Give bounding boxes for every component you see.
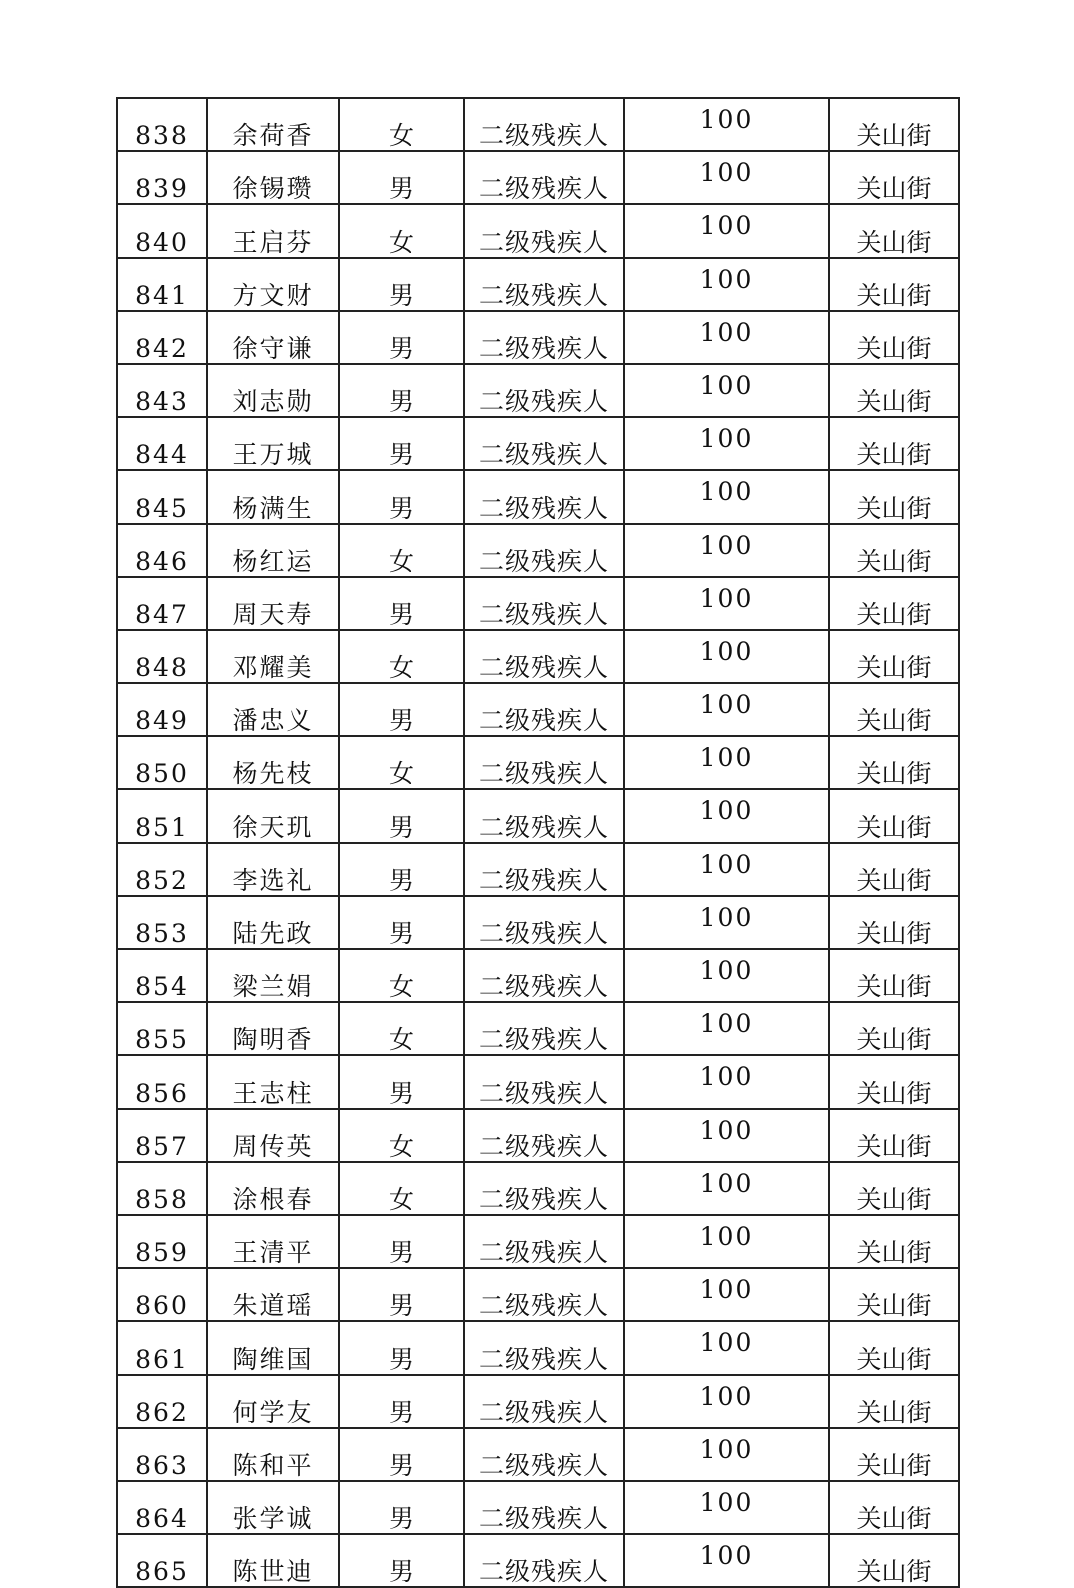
amount-cell: 100 — [624, 789, 829, 842]
gender-cell: 女 — [339, 98, 464, 151]
category-cell: 二级残疾人 — [464, 524, 624, 577]
table-row — [117, 1375, 959, 1428]
amount-cell: 100 — [624, 630, 829, 683]
table-row — [117, 1268, 959, 1321]
name-cell: 梁兰娟 — [207, 949, 339, 1002]
gender-cell: 女 — [339, 1162, 464, 1215]
table-row — [117, 417, 959, 470]
serial-number-cell: 846 — [117, 524, 207, 577]
amount-cell: 100 — [624, 577, 829, 630]
name-cell: 徐天玑 — [207, 789, 339, 842]
table-row — [117, 896, 959, 949]
amount-cell: 100 — [624, 1162, 829, 1215]
street-cell: 关山街 — [829, 417, 959, 470]
street-cell: 关山街 — [829, 577, 959, 630]
gender-cell: 女 — [339, 1002, 464, 1055]
name-cell: 王启芬 — [207, 204, 339, 257]
name-cell: 陈和平 — [207, 1428, 339, 1481]
serial-number-cell: 855 — [117, 1002, 207, 1055]
category-cell: 二级残疾人 — [464, 1321, 624, 1374]
serial-number-cell: 847 — [117, 577, 207, 630]
serial-number-cell: 859 — [117, 1215, 207, 1268]
name-cell: 何学友 — [207, 1375, 339, 1428]
category-cell: 二级残疾人 — [464, 1162, 624, 1215]
name-cell: 周天寿 — [207, 577, 339, 630]
amount-cell: 100 — [624, 949, 829, 1002]
amount-cell: 100 — [624, 470, 829, 523]
amount-cell: 100 — [624, 843, 829, 896]
gender-cell: 男 — [339, 1215, 464, 1268]
category-cell: 二级残疾人 — [464, 204, 624, 257]
category-cell: 二级残疾人 — [464, 258, 624, 311]
street-cell: 关山街 — [829, 524, 959, 577]
amount-cell: 100 — [624, 1055, 829, 1108]
table-row — [117, 1321, 959, 1374]
amount-cell: 100 — [624, 1002, 829, 1055]
gender-cell: 男 — [339, 1534, 464, 1587]
amount-cell: 100 — [624, 1481, 829, 1534]
category-cell: 二级残疾人 — [464, 1375, 624, 1428]
serial-number-cell: 850 — [117, 736, 207, 789]
gender-cell: 男 — [339, 1321, 464, 1374]
name-cell: 陈世迪 — [207, 1534, 339, 1587]
street-cell: 关山街 — [829, 470, 959, 523]
gender-cell: 女 — [339, 1109, 464, 1162]
amount-cell: 100 — [624, 1109, 829, 1162]
street-cell: 关山街 — [829, 1534, 959, 1587]
street-cell: 关山街 — [829, 151, 959, 204]
gender-cell: 男 — [339, 789, 464, 842]
serial-number-cell: 838 — [117, 98, 207, 151]
amount-cell: 100 — [624, 204, 829, 257]
table-row — [117, 736, 959, 789]
roster-body — [117, 98, 959, 1587]
category-cell: 二级残疾人 — [464, 896, 624, 949]
table-row — [117, 843, 959, 896]
table-row — [117, 1534, 959, 1587]
category-cell: 二级残疾人 — [464, 949, 624, 1002]
street-cell: 关山街 — [829, 1215, 959, 1268]
street-cell: 关山街 — [829, 311, 959, 364]
category-cell: 二级残疾人 — [464, 1109, 624, 1162]
street-cell: 关山街 — [829, 1375, 959, 1428]
name-cell: 李选礼 — [207, 843, 339, 896]
street-cell: 关山街 — [829, 1055, 959, 1108]
table-row — [117, 949, 959, 1002]
street-cell: 关山街 — [829, 204, 959, 257]
gender-cell: 男 — [339, 896, 464, 949]
amount-cell: 100 — [624, 1215, 829, 1268]
gender-cell: 女 — [339, 630, 464, 683]
gender-cell: 男 — [339, 577, 464, 630]
table-row — [117, 98, 959, 151]
table-row — [117, 311, 959, 364]
category-cell: 二级残疾人 — [464, 1534, 624, 1587]
gender-cell: 男 — [339, 1055, 464, 1108]
serial-number-cell: 839 — [117, 151, 207, 204]
category-cell: 二级残疾人 — [464, 311, 624, 364]
street-cell: 关山街 — [829, 683, 959, 736]
gender-cell: 男 — [339, 311, 464, 364]
serial-number-cell: 862 — [117, 1375, 207, 1428]
street-cell: 关山街 — [829, 1268, 959, 1321]
table-row — [117, 683, 959, 736]
name-cell: 潘忠义 — [207, 683, 339, 736]
gender-cell: 男 — [339, 843, 464, 896]
category-cell: 二级残疾人 — [464, 364, 624, 417]
amount-cell: 100 — [624, 258, 829, 311]
amount-cell: 100 — [624, 1534, 829, 1587]
serial-number-cell: 842 — [117, 311, 207, 364]
serial-number-cell: 858 — [117, 1162, 207, 1215]
serial-number-cell: 863 — [117, 1428, 207, 1481]
serial-number-cell: 849 — [117, 683, 207, 736]
category-cell: 二级残疾人 — [464, 1215, 624, 1268]
name-cell: 王万城 — [207, 417, 339, 470]
serial-number-cell: 848 — [117, 630, 207, 683]
street-cell: 关山街 — [829, 1321, 959, 1374]
gender-cell: 男 — [339, 1375, 464, 1428]
street-cell: 关山街 — [829, 364, 959, 417]
table-row — [117, 1055, 959, 1108]
table-row — [117, 1428, 959, 1481]
table-row — [117, 577, 959, 630]
table-row — [117, 258, 959, 311]
serial-number-cell: 851 — [117, 789, 207, 842]
name-cell: 杨满生 — [207, 470, 339, 523]
amount-cell: 100 — [624, 1268, 829, 1321]
name-cell: 涂根春 — [207, 1162, 339, 1215]
gender-cell: 男 — [339, 151, 464, 204]
category-cell: 二级残疾人 — [464, 417, 624, 470]
serial-number-cell: 861 — [117, 1321, 207, 1374]
category-cell: 二级残疾人 — [464, 1055, 624, 1108]
category-cell: 二级残疾人 — [464, 789, 624, 842]
street-cell: 关山街 — [829, 258, 959, 311]
name-cell: 徐守谦 — [207, 311, 339, 364]
amount-cell: 100 — [624, 98, 829, 151]
amount-cell: 100 — [624, 1428, 829, 1481]
category-cell: 二级残疾人 — [464, 843, 624, 896]
name-cell: 陆先政 — [207, 896, 339, 949]
table-row — [117, 630, 959, 683]
street-cell: 关山街 — [829, 1162, 959, 1215]
amount-cell: 100 — [624, 736, 829, 789]
table-row — [117, 789, 959, 842]
amount-cell: 100 — [624, 417, 829, 470]
serial-number-cell: 843 — [117, 364, 207, 417]
name-cell: 方文财 — [207, 258, 339, 311]
gender-cell: 男 — [339, 1268, 464, 1321]
category-cell: 二级残疾人 — [464, 151, 624, 204]
table-row — [117, 524, 959, 577]
serial-number-cell: 844 — [117, 417, 207, 470]
gender-cell: 男 — [339, 470, 464, 523]
gender-cell: 男 — [339, 683, 464, 736]
table-row — [117, 1162, 959, 1215]
table-row — [117, 1109, 959, 1162]
name-cell: 余荷香 — [207, 98, 339, 151]
serial-number-cell: 841 — [117, 258, 207, 311]
street-cell: 关山街 — [829, 1002, 959, 1055]
serial-number-cell: 852 — [117, 843, 207, 896]
category-cell: 二级残疾人 — [464, 1428, 624, 1481]
street-cell: 关山街 — [829, 736, 959, 789]
name-cell: 周传英 — [207, 1109, 339, 1162]
serial-number-cell: 864 — [117, 1481, 207, 1534]
amount-cell: 100 — [624, 896, 829, 949]
serial-number-cell: 865 — [117, 1534, 207, 1587]
amount-cell: 100 — [624, 683, 829, 736]
amount-cell: 100 — [624, 364, 829, 417]
name-cell: 陶明香 — [207, 1002, 339, 1055]
serial-number-cell: 840 — [117, 204, 207, 257]
street-cell: 关山街 — [829, 949, 959, 1002]
table-row — [117, 1002, 959, 1055]
gender-cell: 男 — [339, 258, 464, 311]
category-cell: 二级残疾人 — [464, 1481, 624, 1534]
gender-cell: 男 — [339, 364, 464, 417]
gender-cell: 女 — [339, 204, 464, 257]
serial-number-cell: 857 — [117, 1109, 207, 1162]
gender-cell: 男 — [339, 1481, 464, 1534]
street-cell: 关山街 — [829, 1428, 959, 1481]
name-cell: 王志柱 — [207, 1055, 339, 1108]
amount-cell: 100 — [624, 151, 829, 204]
gender-cell: 女 — [339, 736, 464, 789]
name-cell: 王清平 — [207, 1215, 339, 1268]
name-cell: 张学诚 — [207, 1481, 339, 1534]
table-row — [117, 470, 959, 523]
table-row — [117, 1215, 959, 1268]
table-row — [117, 364, 959, 417]
street-cell: 关山街 — [829, 896, 959, 949]
name-cell: 杨红运 — [207, 524, 339, 577]
name-cell: 朱道瑶 — [207, 1268, 339, 1321]
serial-number-cell: 860 — [117, 1268, 207, 1321]
amount-cell: 100 — [624, 311, 829, 364]
category-cell: 二级残疾人 — [464, 736, 624, 789]
table-row — [117, 1481, 959, 1534]
category-cell: 二级残疾人 — [464, 98, 624, 151]
gender-cell: 女 — [339, 949, 464, 1002]
table-row — [117, 151, 959, 204]
street-cell: 关山街 — [829, 1481, 959, 1534]
category-cell: 二级残疾人 — [464, 1268, 624, 1321]
street-cell: 关山街 — [829, 1109, 959, 1162]
category-cell: 二级残疾人 — [464, 683, 624, 736]
street-cell: 关山街 — [829, 630, 959, 683]
gender-cell: 男 — [339, 1428, 464, 1481]
street-cell: 关山街 — [829, 843, 959, 896]
amount-cell: 100 — [624, 524, 829, 577]
category-cell: 二级残疾人 — [464, 630, 624, 683]
name-cell: 杨先枝 — [207, 736, 339, 789]
serial-number-cell: 856 — [117, 1055, 207, 1108]
amount-cell: 100 — [624, 1321, 829, 1374]
street-cell: 关山街 — [829, 98, 959, 151]
serial-number-cell: 854 — [117, 949, 207, 1002]
category-cell: 二级残疾人 — [464, 577, 624, 630]
gender-cell: 男 — [339, 417, 464, 470]
table-row — [117, 204, 959, 257]
serial-number-cell: 853 — [117, 896, 207, 949]
serial-number-cell: 845 — [117, 470, 207, 523]
name-cell: 徐锡瓒 — [207, 151, 339, 204]
name-cell: 刘志勋 — [207, 364, 339, 417]
category-cell: 二级残疾人 — [464, 1002, 624, 1055]
category-cell: 二级残疾人 — [464, 470, 624, 523]
name-cell: 邓耀美 — [207, 630, 339, 683]
name-cell: 陶维国 — [207, 1321, 339, 1374]
amount-cell: 100 — [624, 1375, 829, 1428]
street-cell: 关山街 — [829, 789, 959, 842]
gender-cell: 女 — [339, 524, 464, 577]
roster-table — [116, 97, 960, 1588]
